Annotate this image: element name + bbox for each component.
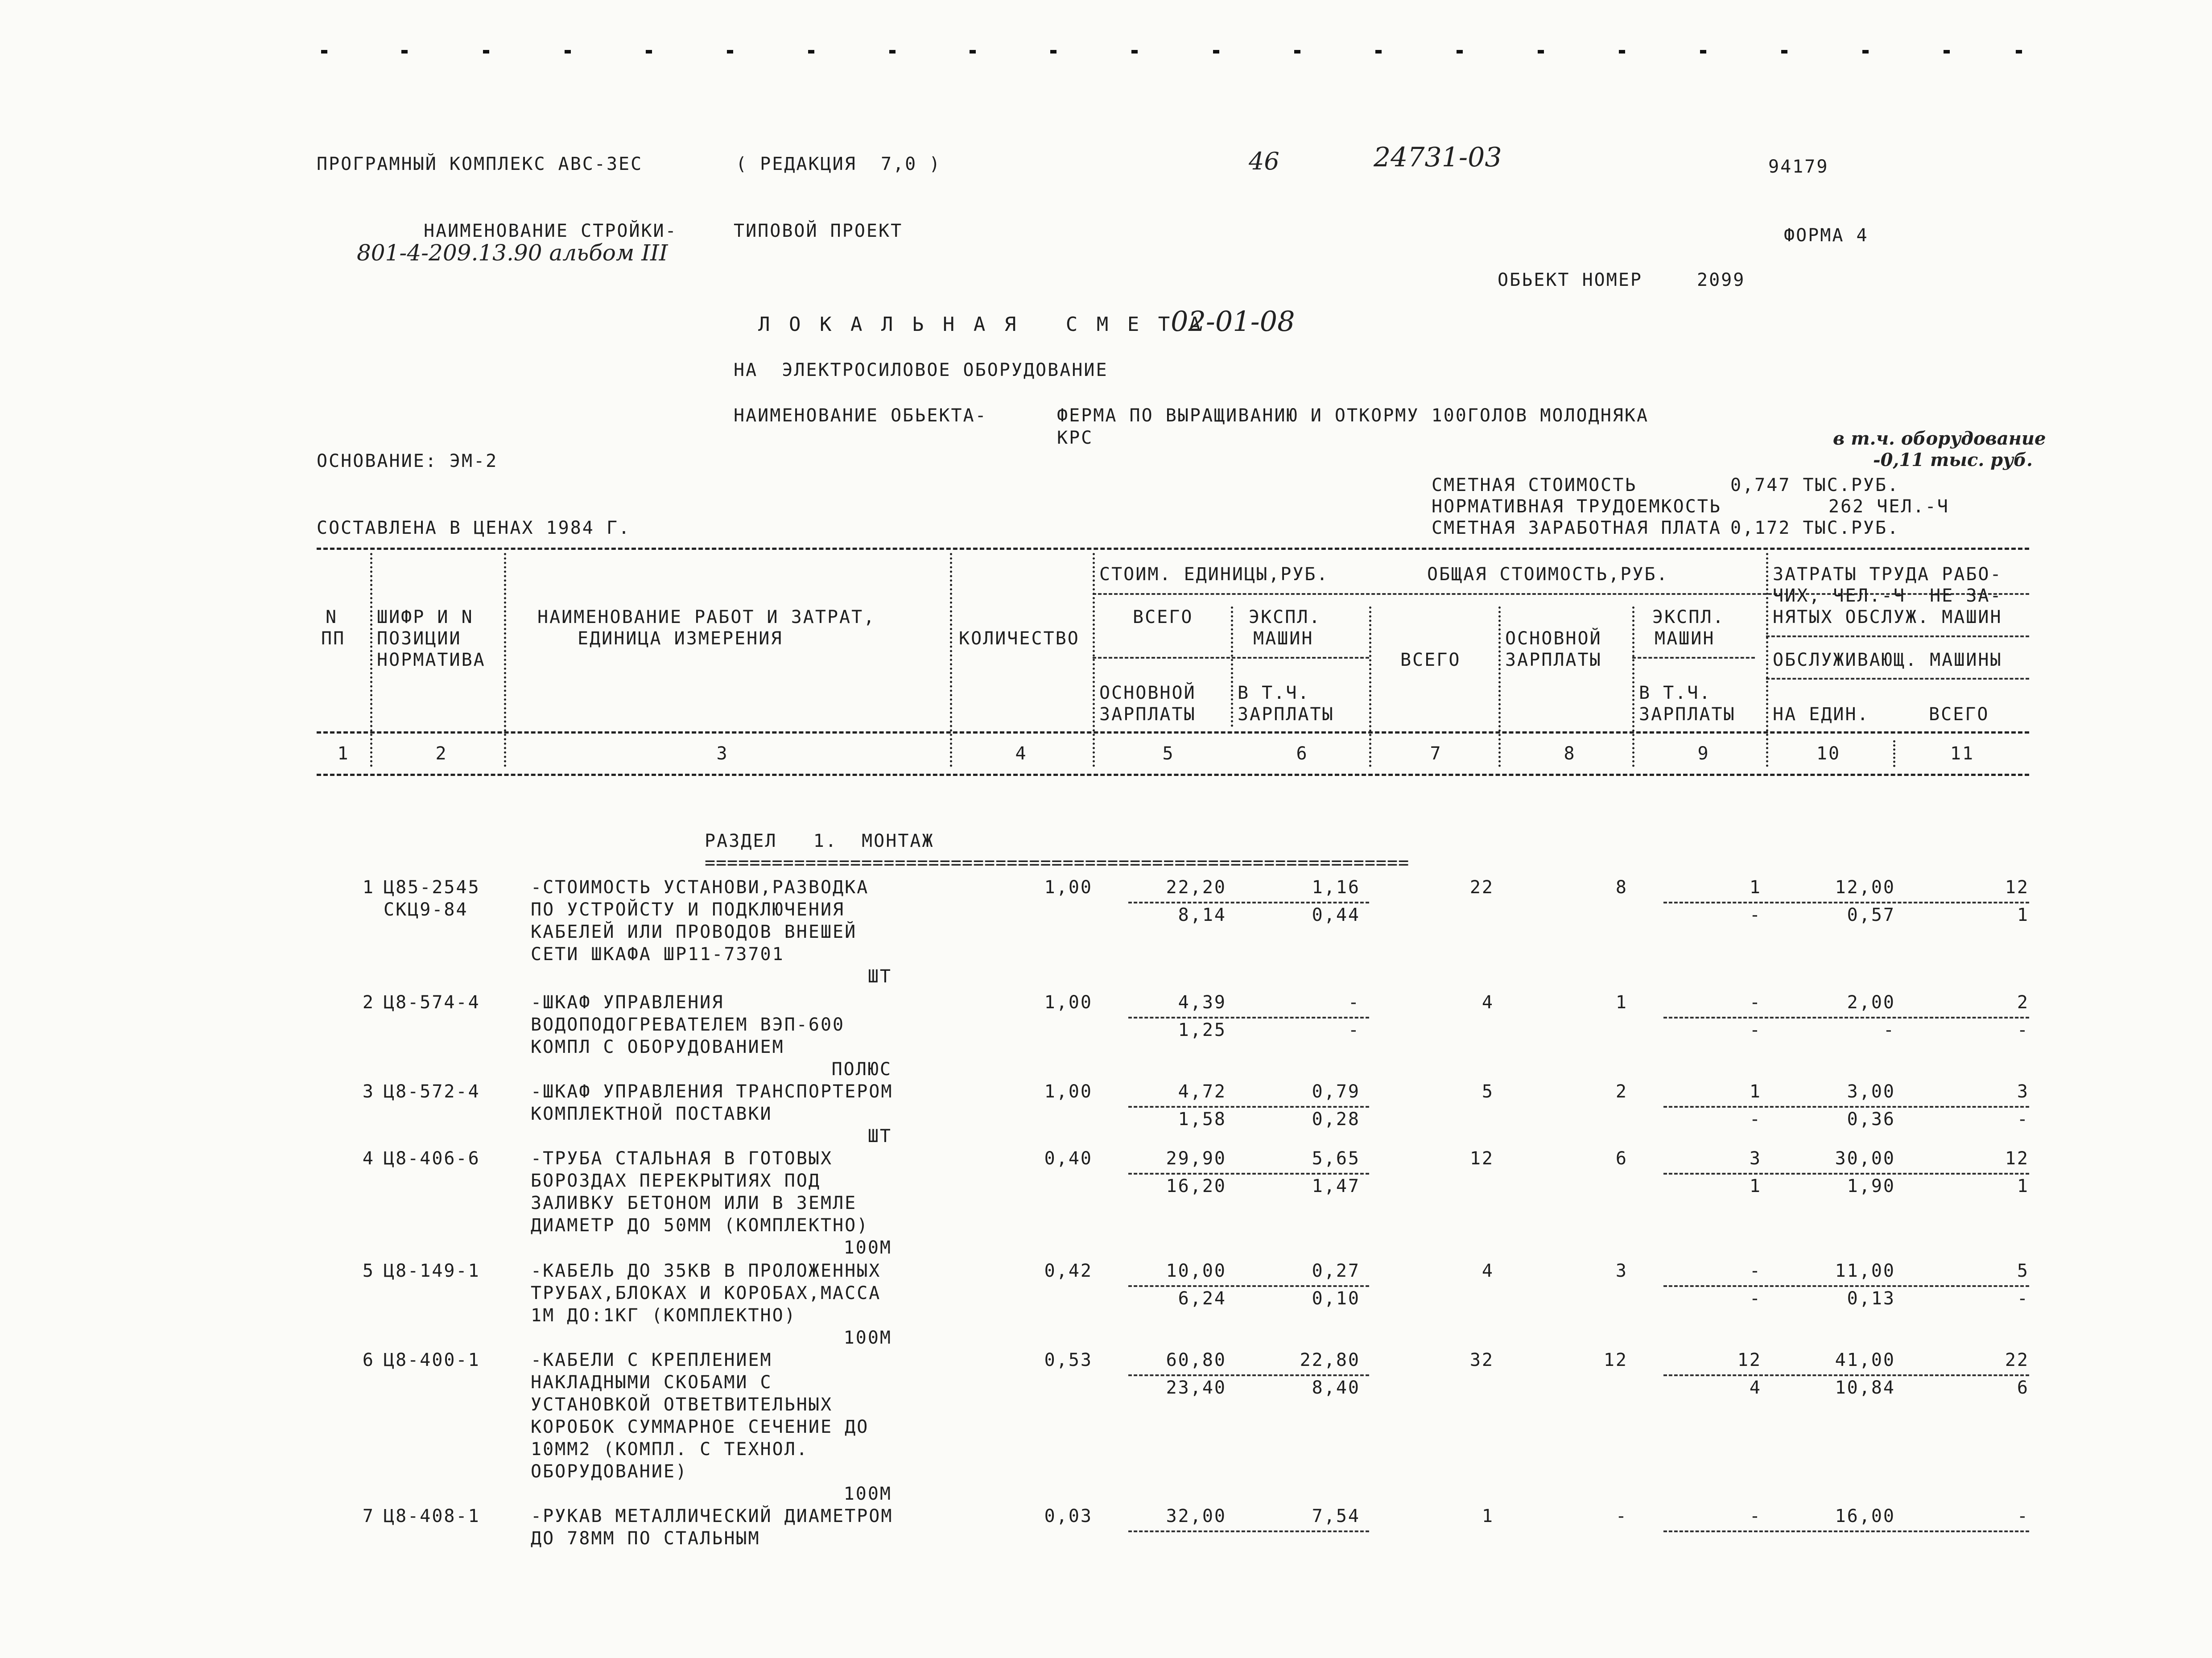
hdr-labor-3: НЯТЫХ ОБСЛУЖ. МАШИН [1773, 607, 2002, 627]
basis: ОСНОВАНИЕ: ЭМ-2 [317, 451, 498, 471]
row-name-line: БОРОЗДАХ ПЕРЕКРЫТИЯХ ПОД [531, 1171, 821, 1191]
col-number-3: 3 [716, 743, 729, 764]
row-c5-wage: 1,25 [1178, 1020, 1226, 1040]
row-c5: 60,80 [1166, 1350, 1226, 1370]
row-c6: 22,80 [1300, 1350, 1360, 1370]
program-name: ПРОГРАМНЫЙ КОМПЛЕКС АВС-3ЕС [317, 154, 643, 174]
row-c5-wage: 8,14 [1178, 905, 1226, 925]
equipment-note-2: -0,11 тыс. руб. [1873, 450, 2033, 470]
row-name-line: КОМПЛЕКТНОЙ ПОСТАВКИ [531, 1104, 772, 1124]
object-name-line2: КРС [1057, 428, 1094, 448]
row-code: Ц8-400-1 [384, 1350, 480, 1370]
row-c6-wage: 8,40 [1312, 1378, 1360, 1398]
hdr-labor-service: ОБСЛУЖИВАЮЩ. МАШИНЫ [1773, 650, 2002, 670]
col-number-2: 2 [435, 743, 448, 764]
hdr-code-1: ШИФР И N [377, 607, 474, 627]
row-number: 4 [362, 1148, 375, 1169]
price-basis: СОСТАВЛЕНА В ЦЕНАХ 1984 Г. [317, 518, 631, 538]
row-name-line: -ТРУБА СТАЛЬНАЯ В ГОТОВЫХ [531, 1148, 833, 1169]
row-c9-wage: 1 [1749, 1176, 1762, 1196]
row-rule-labor [1663, 1374, 2029, 1376]
hdr-unit-mach-2: МАШИН [1253, 628, 1314, 649]
row-name-line: ПО УСТРОЙСТУ И ПОДКЛЮЧЕНИЯ [531, 899, 845, 920]
row-c9-wage: - [1749, 905, 1762, 925]
row-number: 5 [362, 1261, 375, 1281]
col-number-5: 5 [1162, 743, 1175, 764]
estimate-number: 02-01-08 [1171, 305, 1295, 338]
row-number: 7 [362, 1506, 375, 1526]
row-number: 3 [362, 1081, 375, 1102]
row-c8: 3 [1615, 1261, 1628, 1281]
row-c10-service: 0,13 [1847, 1288, 1895, 1309]
col-number-9: 9 [1697, 743, 1710, 764]
col-number-7: 7 [1430, 743, 1442, 764]
hdr-unit-mach-1: ЭКСПЛ. [1249, 607, 1321, 627]
row-c6: 0,27 [1312, 1261, 1360, 1281]
hdr-tot-mach-2: МАШИН [1655, 628, 1715, 649]
row-c11: 22 [2005, 1350, 2029, 1370]
col-number-10: 10 [1816, 743, 1841, 764]
row-c5: 32,00 [1166, 1506, 1226, 1526]
row-code: Ц8-574-4 [384, 992, 480, 1013]
row-c10: 16,00 [1835, 1506, 1895, 1526]
row-rule-labor [1663, 1017, 2029, 1019]
row-c9: 1 [1749, 877, 1762, 898]
row-c6: 1,16 [1312, 877, 1360, 898]
hdr-tot-total: ВСЕГО [1400, 650, 1461, 670]
row-c9-wage: - [1749, 1020, 1762, 1040]
row-unit: ШТ [867, 966, 892, 987]
row-c8: 2 [1615, 1081, 1628, 1102]
total-value-wage: 0,172 ТЫС.РУБ. [1730, 518, 1900, 538]
hdr-tot-incl-2: ЗАРПЛАТЫ [1639, 704, 1736, 725]
row-rule-unit [1128, 1106, 1369, 1108]
row-name-line: -ШКАФ УПРАВЛЕНИЯ ТРАНСПОРТЕРОМ [531, 1081, 893, 1102]
row-c7: 1 [1482, 1506, 1494, 1526]
total-label-wage: СМЕТНАЯ ЗАРАБОТНАЯ ПЛАТА [1432, 518, 1721, 538]
hdr-tot-mach-1: ЭКСПЛ. [1652, 607, 1725, 627]
row-c9: 3 [1749, 1148, 1762, 1169]
row-unit: ПОЛЮС [831, 1059, 892, 1080]
row-rule-unit [1128, 1285, 1369, 1287]
row-c9: 1 [1749, 1081, 1762, 1102]
row-name-line: ВОДОПОДОГРЕВАТЕЛЕМ ВЭП-600 [531, 1015, 845, 1035]
hdr-code-2: ПОЗИЦИИ [377, 628, 462, 649]
hdr-name-2: ЕДИНИЦА ИЗМЕРЕНИЯ [578, 628, 783, 649]
row-name-line: КАБЕЛЕЙ ИЛИ ПРОВОДОВ ВНЕШЕЙ [531, 922, 857, 942]
row-name-line: -ШКАФ УПРАВЛЕНИЯ [531, 992, 724, 1013]
row-number: 2 [362, 992, 375, 1013]
row-c10-service: 1,90 [1847, 1176, 1895, 1196]
row-rule-labor [1663, 1106, 2029, 1108]
row-c5-wage: 23,40 [1166, 1378, 1226, 1398]
hdr-labor-total: ВСЕГО [1929, 704, 1989, 725]
row-qty: 0,42 [1044, 1261, 1093, 1281]
construction-value: ТИПОВОЙ ПРОЕКТ [734, 221, 903, 241]
hdr-labor-unit: НА ЕДИН. [1773, 704, 1869, 725]
row-c11-service: 1 [2017, 905, 2029, 925]
row-qty: 0,40 [1044, 1148, 1093, 1169]
object-number: 2099 [1697, 270, 1746, 290]
row-code: Ц8-572-4 [384, 1081, 480, 1102]
row-name-line: -РУКАВ МЕТАЛЛИЧЕСКИЙ ДИАМЕТРОМ [531, 1506, 893, 1526]
row-c5: 22,20 [1166, 877, 1226, 898]
row-code: Ц8-149-1 [384, 1261, 480, 1281]
row-unit: 100М [843, 1237, 892, 1258]
row-unit: 100М [843, 1484, 892, 1504]
hdr-name-1: НАИМЕНОВАНИЕ РАБОТ И ЗАТРАТ, [537, 607, 876, 627]
row-c10: 41,00 [1835, 1350, 1895, 1370]
row-name-line: 10ММ2 (КОМПЛ. С ТЕХНОЛ. [531, 1439, 809, 1460]
row-c11: 12 [2005, 1148, 2029, 1169]
col-number-4: 4 [1015, 743, 1028, 764]
hdr-labor-2: ЧИХ, ЧЕЛ.-Ч НЕ ЗА- [1773, 586, 2002, 606]
row-rule-labor [1663, 902, 2029, 903]
row-qty: 1,00 [1044, 1081, 1093, 1102]
row-c10: 11,00 [1835, 1261, 1895, 1281]
construction-label: НАИМЕНОВАНИЕ СТРОЙКИ- [424, 221, 677, 241]
hdr-unit-wage-2: ЗАРПЛАТЫ [1099, 704, 1196, 725]
row-qty: 0,03 [1044, 1506, 1093, 1526]
row-c9: - [1749, 1261, 1762, 1281]
row-c5-wage: 6,24 [1178, 1288, 1226, 1309]
row-name-line: ЗАЛИВКУ БЕТОНОМ ИЛИ В ЗЕМЛЕ [531, 1193, 857, 1213]
hdr-total-cost: ОБЩАЯ СТОИМОСТЬ,РУБ. [1427, 564, 1669, 585]
section-underline: =============================================================== [705, 853, 1410, 873]
row-c11: - [2017, 1506, 2029, 1526]
row-qty: 1,00 [1044, 992, 1093, 1013]
row-unit: ШТ [867, 1126, 892, 1147]
total-label-cost: СМЕТНАЯ СТОИМОСТЬ [1432, 475, 1637, 495]
row-c6-wage: 0,10 [1312, 1288, 1360, 1309]
row-unit: 100М [843, 1328, 892, 1348]
hdr-unit-wage-1: ОСНОВНОЙ [1099, 683, 1196, 703]
row-c9: - [1749, 992, 1762, 1013]
row-number: 6 [362, 1350, 375, 1370]
col-number-8: 8 [1564, 743, 1576, 764]
hdr-code-3: НОРМАТИВА [377, 650, 486, 670]
row-qty: 0,53 [1044, 1350, 1093, 1370]
object-name-line1: ФЕРМА ПО ВЫРАЩИВАНИЮ И ОТКОРМУ 100ГОЛОВ МОЛОДНЯКА [1057, 405, 1649, 426]
row-code: Ц8-406-6 [384, 1148, 480, 1169]
hdr-n-1: N [326, 607, 338, 627]
hdr-tot-wage-2: ЗАРПЛАТЫ [1505, 650, 1602, 670]
row-rule-labor [1663, 1173, 2029, 1175]
hdr-unit-incl-1: В Т.Ч. [1238, 683, 1310, 703]
row-rule-unit [1128, 1017, 1369, 1019]
row-c11-service: - [2017, 1109, 2029, 1130]
object-number-label: ОБЬЕКТ НОМЕР [1498, 270, 1642, 290]
row-c9-wage: - [1749, 1288, 1762, 1309]
row-c7: 32 [1469, 1350, 1494, 1370]
row-c11-service: - [2017, 1020, 2029, 1040]
hdr-tot-incl-1: В Т.Ч. [1639, 683, 1712, 703]
col-number-1: 1 [337, 743, 350, 764]
hdr-unit-cost: СТОИМ. ЕДИНИЦЫ,РУБ. [1099, 564, 1329, 585]
row-c8: 1 [1615, 992, 1628, 1013]
document-title: Л О К А Л Ь Н А Я С М Е Т А [758, 313, 1205, 336]
row-name-line: -СТОИМОСТЬ УСТАНОВИ,РАЗВОДКА [531, 877, 869, 898]
row-qty: 1,00 [1044, 877, 1093, 898]
row-c11-service: 1 [2017, 1176, 2029, 1196]
row-c11: 12 [2005, 877, 2029, 898]
row-c7: 4 [1482, 992, 1494, 1013]
hdr-qty: КОЛИЧЕСТВО [959, 628, 1080, 649]
row-name-line: КОРОБОК СУММАРНОЕ СЕЧЕНИЕ ДО [531, 1417, 869, 1437]
row-name-line: УСТАНОВКОЙ ОТВЕТВИТЕЛЬНЫХ [531, 1394, 833, 1415]
row-c7: 5 [1482, 1081, 1494, 1102]
row-c10: 30,00 [1835, 1148, 1895, 1169]
row-c5: 4,72 [1178, 1081, 1226, 1102]
row-c7: 4 [1482, 1261, 1494, 1281]
row-c10-service: 10,84 [1835, 1378, 1895, 1398]
row-name-line: -КАБЕЛИ С КРЕПЛЕНИЕМ [531, 1350, 772, 1370]
section-title: РАЗДЕЛ 1. МОНТАЖ [705, 831, 934, 851]
row-c6-wage: 0,28 [1312, 1109, 1360, 1130]
equipment-note-1: в т.ч. оборудование [1833, 428, 2046, 449]
row-c9-wage: 4 [1749, 1378, 1762, 1398]
row-c6: 7,54 [1312, 1506, 1360, 1526]
row-rule-unit [1128, 1374, 1369, 1376]
row-c7: 12 [1469, 1148, 1494, 1169]
row-name-line: ДИАМЕТР ДО 50ММ (КОМПЛЕКТНО) [531, 1215, 869, 1236]
hdr-unit-incl-2: ЗАРПЛАТЫ [1238, 704, 1334, 725]
row-name-line: 1М ДО:1КГ (КОМПЛЕКТНО) [531, 1305, 796, 1326]
row-c10-service: 0,57 [1847, 905, 1895, 925]
row-c6: 5,65 [1312, 1148, 1360, 1169]
row-c6-wage: - [1348, 1020, 1360, 1040]
form-label: ФОРМА 4 [1784, 225, 1869, 246]
row-c11: 3 [2017, 1081, 2029, 1102]
row-c9-wage: - [1749, 1109, 1762, 1130]
row-c8: - [1615, 1506, 1628, 1526]
row-c10: 12,00 [1835, 877, 1895, 898]
hdr-n-2: ПП [321, 628, 346, 649]
row-rule-labor [1663, 1285, 2029, 1287]
row-c6-wage: 0,44 [1312, 905, 1360, 925]
row-c5: 29,90 [1166, 1148, 1226, 1169]
row-c6: 0,79 [1312, 1081, 1360, 1102]
row-c10-service: - [1883, 1020, 1895, 1040]
total-value-cost: 0,747 ТЫС.РУБ. [1730, 475, 1900, 495]
hdr-tot-wage-1: ОСНОВНОЙ [1505, 628, 1602, 649]
total-label-labor: НОРМАТИВНАЯ ТРУДОЕМКОСТЬ [1432, 496, 1721, 517]
row-rule-unit [1128, 1173, 1369, 1175]
row-number: 1 [362, 877, 375, 898]
subtitle: НА ЭЛЕКТРОСИЛОВОЕ ОБОРУДОВАНИЕ [734, 360, 1108, 380]
row-c11: 2 [2017, 992, 2029, 1013]
hdr-unit-total: ВСЕГО [1133, 607, 1193, 627]
row-name-line: СЕТИ ШКАФА ШР11-73701 [531, 944, 784, 965]
col-number-11: 11 [1950, 743, 1975, 764]
row-rule-unit [1128, 1530, 1369, 1532]
row-rule-labor [1663, 1530, 2029, 1532]
row-name-line: НАКЛАДНЫМИ СКОБАМИ С [531, 1372, 772, 1393]
row-c7: 22 [1469, 877, 1494, 898]
row-c8: 8 [1615, 877, 1628, 898]
row-name-line: ОБОРУДОВАНИЕ) [531, 1461, 688, 1482]
hdr-labor-1: ЗАТРАТЫ ТРУДА РАБО- [1773, 564, 2002, 585]
project-note: 801-4-209.13.90 альбом III [357, 240, 668, 266]
code: 94179 [1768, 157, 1829, 177]
row-c11-service: - [2017, 1288, 2029, 1309]
row-c8: 12 [1603, 1350, 1628, 1370]
object-name-label: НАИМЕНОВАНИЕ ОБЬЕКТА- [734, 405, 987, 426]
row-c11: 5 [2017, 1261, 2029, 1281]
row-code: СКЦ9-84 [384, 899, 468, 920]
row-c5-wage: 16,20 [1166, 1176, 1226, 1196]
total-value-labor: 262 ЧЕЛ.-Ч [1828, 496, 1949, 517]
edition: ( РЕДАКЦИЯ 7,0 ) [736, 154, 941, 174]
row-rule-unit [1128, 902, 1369, 903]
row-c6-wage: 1,47 [1312, 1176, 1360, 1196]
row-c11-service: 6 [2017, 1378, 2029, 1398]
row-c5-wage: 1,58 [1178, 1109, 1226, 1130]
row-c8: 6 [1615, 1148, 1628, 1169]
doc-number: 24731-03 [1374, 142, 1502, 173]
row-name-line: КОМПЛ С ОБОРУДОВАНИЕМ [531, 1037, 784, 1057]
row-name-line: ДО 78ММ ПО СТАЛЬНЫМ [531, 1528, 760, 1549]
row-code: Ц8-408-1 [384, 1506, 480, 1526]
row-c6: - [1348, 992, 1360, 1013]
row-c10-service: 0,36 [1847, 1109, 1895, 1130]
row-c5: 10,00 [1166, 1261, 1226, 1281]
row-c10: 2,00 [1847, 992, 1895, 1013]
row-c10: 3,00 [1847, 1081, 1895, 1102]
row-name-line: -КАБЕЛЬ ДО 35КВ В ПРОЛОЖЕННЫХ [531, 1261, 881, 1281]
col-number-6: 6 [1296, 743, 1308, 764]
row-c9: - [1749, 1506, 1762, 1526]
page-number: 46 [1249, 147, 1279, 175]
row-code: Ц85-2545 [384, 877, 480, 898]
row-name-line: ТРУБАХ,БЛОКАХ И КОРОБАХ,МАССА [531, 1283, 881, 1303]
row-c9: 12 [1737, 1350, 1762, 1370]
row-c5: 4,39 [1178, 992, 1226, 1013]
